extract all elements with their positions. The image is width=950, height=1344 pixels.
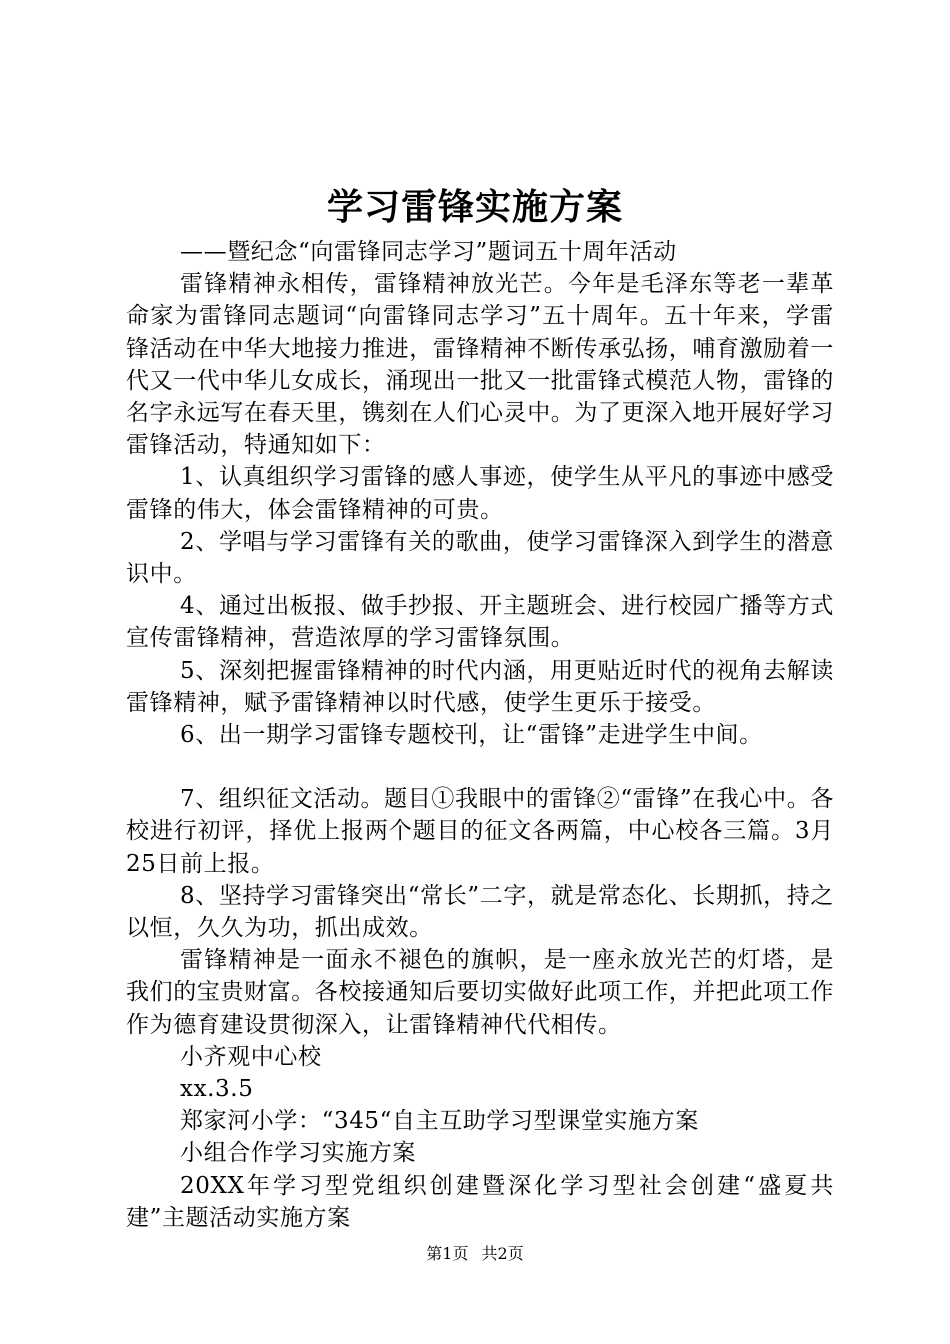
list-item: 4、通过出板报、做手抄报、开主题班会、进行校园广播等方式宣传雷锋精神，营造浓厚的学习雷锋氛围。 — [126, 593, 834, 652]
closing-paragraph: 雷锋精神是一面永不褪色的旗帜，是一座永放光芒的灯塔，是我们的宝贵财富。各校接通知后要切实做好此项工作，并把此项工作作为德育建设贯彻深入，让雷锋精神代代相传。 — [126, 947, 834, 1038]
page-footer — [0, 1242, 950, 1266]
list-item: 1、认真组织学习雷锋的感人事迹，使学生从平凡的事迹中感受雷锋的伟大，体会雷锋精神的可贵。 — [126, 464, 834, 523]
list-item: 8、坚持学习雷锋突出“常长”二字，就是常态化、长期抓，持之以恒，久久为功，抓出成效。 — [126, 882, 834, 942]
date: xx.3.5 — [180, 1076, 254, 1103]
document-subtitle: ——暨纪念“向雷锋同志学习”题词五十周年活动 — [180, 239, 677, 265]
page-total: 共2页 — [481, 1244, 524, 1263]
related-link[interactable]: 小组合作学习实施方案 — [180, 1140, 416, 1167]
page-number: 第1页 — [426, 1244, 469, 1263]
intro-paragraph: 雷锋精神永相传，雷锋精神放光芒。今年是毛泽东等老一辈革命家为雷锋同志题词“向雷锋同志学习”五十周年。五十年来，学雷锋活动在中华大地接力推进，雷锋精神不断传承弘扬，哺育激励着一代又一代中华儿女成长，涌现出一批又一批雷锋式模范人物，雷锋的名字永远写在春天里，镌刻在人们心灵中。为了更深入地开展好学习雷锋活动，特通知如下： — [126, 271, 834, 459]
list-item: 6、出一期学习雷锋专题校刊，让“雷锋”走进学生中间。 — [180, 722, 763, 749]
signature: 小齐观中心校 — [180, 1043, 322, 1070]
related-link[interactable]: 郑家河小学：“345“自主互助学习型课堂实施方案 — [180, 1108, 699, 1135]
list-item: 5、深刻把握雷锋精神的时代内涵，用更贴近时代的视角去解读雷锋精神，赋予雷锋精神以时代感，使学生更乐于接受。 — [126, 657, 834, 716]
document-body — [126, 236, 834, 1234]
list-item: 2、学唱与学习雷锋有关的歌曲，使学习雷锋深入到学生的潜意识中。 — [126, 528, 834, 588]
document-title: 学习雷锋实施方案 — [326, 186, 623, 228]
blank-line — [126, 751, 834, 783]
related-link[interactable]: 20XX年学习型党组织创建暨深化学习型社会创建“盛夏共建”主题活动实施方案 — [126, 1172, 834, 1231]
list-item: 7、组织征文活动。题目①我眼中的雷锋②“雷锋”在我心中。各校进行初评，择优上报两个题目的征文各两篇，中心校各三篇。3月25日前上报。 — [126, 786, 834, 877]
